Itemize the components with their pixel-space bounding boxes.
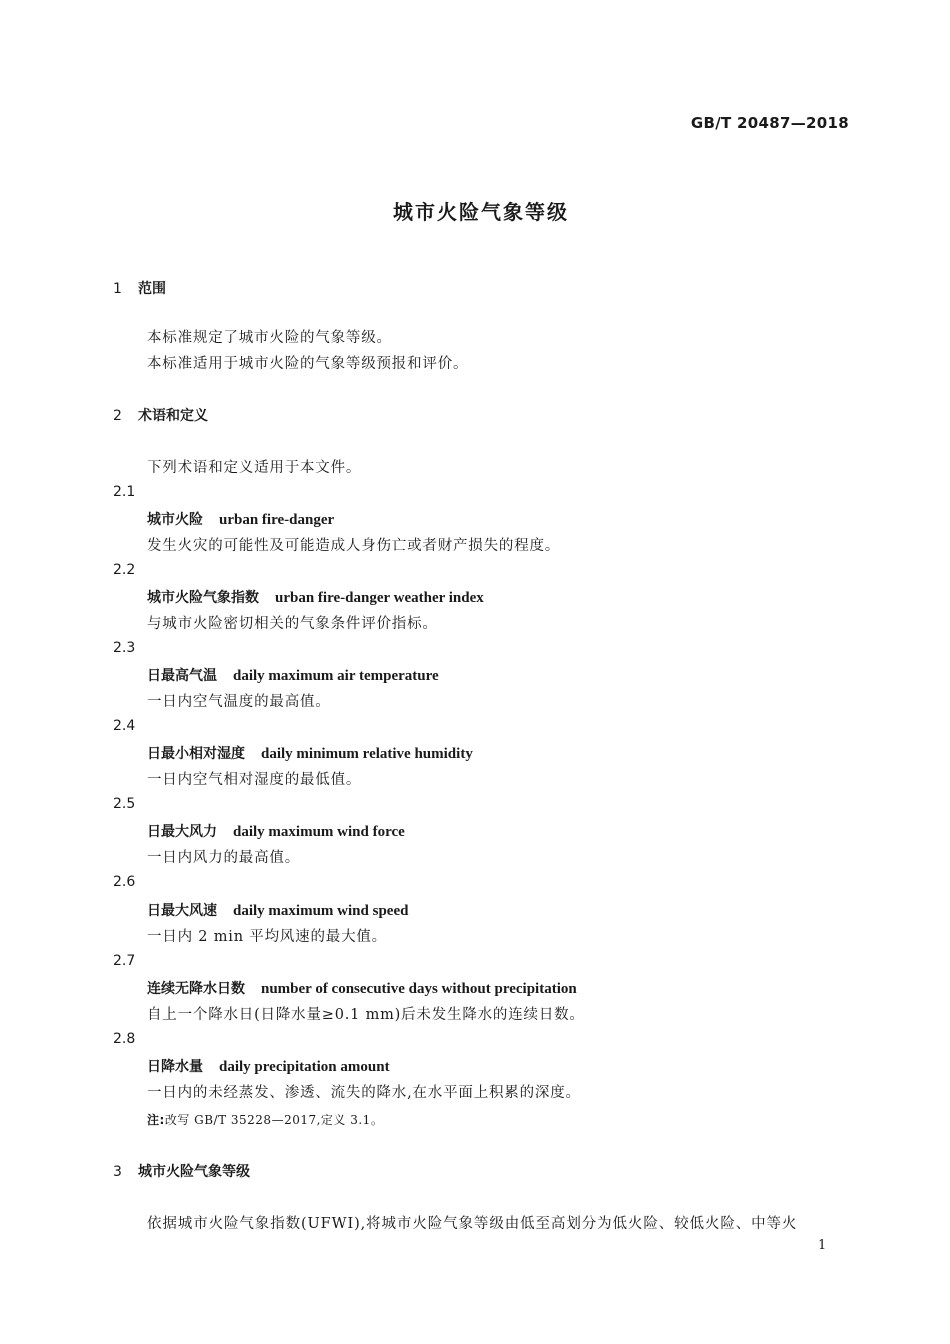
term-zh: 日最大风力 [147,824,217,840]
section-title: 范围 [138,281,166,297]
section-title: 城市火险气象等级 [138,1164,250,1180]
note-text: 改写 GB/T 35228—2017,定义 3.1。 [164,1113,384,1127]
term-en: urban fire-danger [219,512,335,528]
term-number: 2.8 [113,1031,136,1047]
term-number: 2.1 [113,484,136,500]
term-definition: 一日内的未经蒸发、渗透、流失的降水,在水平面上积累的深度。 [147,1085,581,1101]
term-number: 2.6 [113,874,136,890]
term-heading [147,743,473,763]
standard-number: GB/T 20487—2018 [690,114,849,132]
section-3-heading [113,1161,250,1181]
paragraph: 本标准适用于城市火险的气象等级预报和评价。 [147,356,469,372]
term-heading [147,821,405,841]
term-zh: 日最大风速 [147,903,217,919]
paragraph: 本标准规定了城市火险的气象等级。 [147,330,392,346]
term-en: daily minimum relative humidity [261,746,473,762]
term-definition: 一日内 2 min 平均风速的最大值。 [147,929,387,945]
term-heading [147,665,439,685]
page-number: 1 [818,1238,827,1253]
section-title: 术语和定义 [138,408,208,424]
term-en: daily maximum wind speed [233,903,409,919]
term-definition: 与城市火险密切相关的气象条件评价指标。 [147,616,438,632]
term-en: daily maximum air temperature [233,668,439,684]
term-zh: 日降水量 [147,1059,203,1075]
term-definition: 自上一个降水日(日降水量≥0.1 mm)后未发生降水的连续日数。 [147,1007,585,1023]
section-number: 2 [113,408,122,424]
term-number: 2.2 [113,562,136,578]
term-heading [147,1056,390,1076]
paragraph: 依据城市火险气象指数(UFWI),将城市火险气象等级由低至高划分为低火险、较低火险、中等火 [147,1216,798,1232]
term-number: 2.7 [113,953,136,969]
term-en: daily maximum wind force [233,824,405,840]
term-zh: 连续无降水日数 [147,981,245,997]
term-definition: 一日内空气温度的最高值。 [147,694,331,710]
term-heading [147,587,484,607]
term-heading [147,509,334,529]
term-definition: 发生火灾的可能性及可能造成人身伤亡或者财产损失的程度。 [147,538,561,554]
term-en: number of consecutive days without precipitation [261,981,577,997]
term-zh: 城市火险气象指数 [147,590,259,606]
note-label: 注: [147,1113,165,1127]
paragraph: 下列术语和定义适用于本文件。 [147,460,362,476]
term-en: urban fire-danger weather index [275,590,484,606]
term-heading [147,978,577,998]
section-number: 3 [113,1164,122,1180]
term-zh: 日最小相对湿度 [147,746,245,762]
term-number: 2.3 [113,640,136,656]
term-zh: 日最高气温 [147,668,217,684]
term-number: 2.5 [113,796,136,812]
note [147,1111,383,1128]
term-number: 2.4 [113,718,136,734]
term-definition: 一日内风力的最高值。 [147,850,300,866]
term-definition: 一日内空气相对湿度的最低值。 [147,772,362,788]
section-2-heading [113,405,208,425]
section-number: 1 [113,281,122,297]
section-1-heading [113,278,166,298]
term-zh: 城市火险 [147,512,203,528]
document-title: 城市火险气象等级 [393,200,569,224]
term-heading [147,900,408,920]
term-en: daily precipitation amount [219,1059,390,1075]
